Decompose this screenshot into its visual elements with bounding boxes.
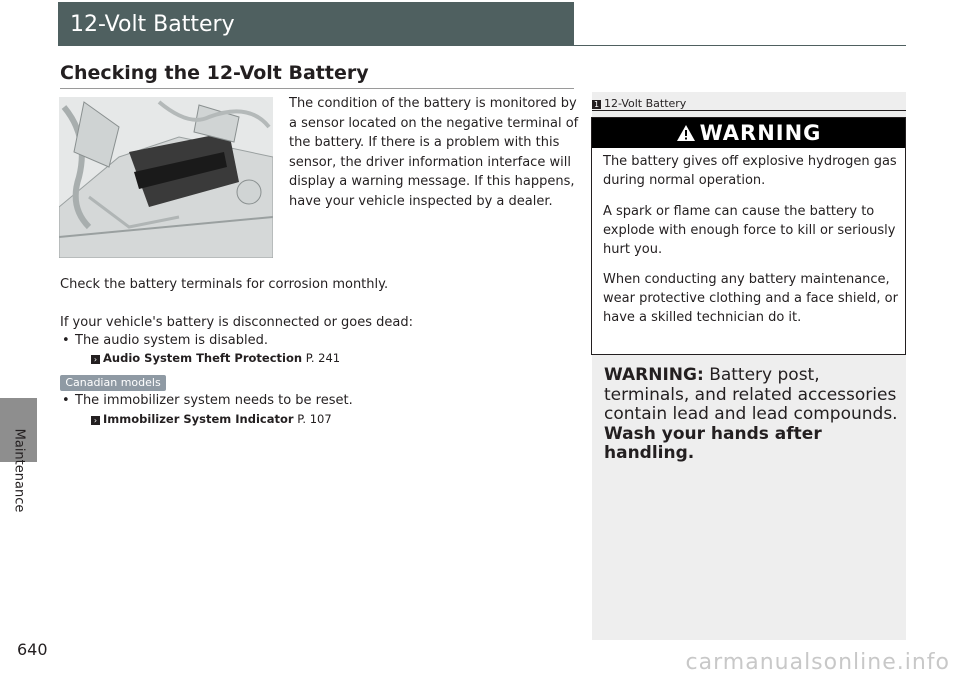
arrow-right-icon: › [91,416,100,425]
check-terminals-text: Check the battery terminals for corrosion monthly. [60,277,389,292]
bullet-marker-2: • [62,393,70,408]
note-header: 1 12-Volt Battery [593,97,687,110]
page-number: 640 [17,640,48,659]
watermark: carmanualsonline.info [685,650,950,675]
page-title-bar [58,2,574,46]
lead-warning-lead: WARNING: [604,365,704,385]
note-ref-number: 1 [593,100,600,109]
intro-paragraph: The condition of the battery is monitored by a sensor located on the negative terminal of the battery. If there is a problem with this sensor, the driver information interface will display a warning message. If this happens, have your vehicle inspected by a dealer. [289,96,579,209]
section-rule [60,88,574,89]
bullet-audio-disabled: The audio system is disabled. [75,333,268,348]
warning-paragraph-3: When conducting any battery maintenance, wear protective clothing and a face shield, or have a skilled technician do it. [603,272,898,325]
warning-paragraph-1: The battery gives off explosive hydrogen gas during normal operation. [603,154,897,188]
side-tab-label: Maintenance [11,428,27,512]
warning-header [592,118,905,148]
bullet-immobilizer-reset: The immobilizer system needs to be reset. [75,393,353,408]
battery-illustration [59,97,273,258]
xref-audio-theft[interactable]: › Audio System Theft Protection P. 241 [91,351,340,365]
disconnect-text: If your vehicle's battery is disconnected or goes dead: [60,315,414,330]
warning-paragraph-2: A spark or flame can cause the battery to explode with enough force to kill or seriously hurt you. [603,204,896,257]
lead-warning-label [604,366,904,464]
bullet-marker-1: • [62,333,70,348]
lead-warning-text: Battery post, terminals, and related accessories contain lead and lead compounds. [604,365,898,424]
canadian-models-badge: Canadian models [60,375,166,391]
warning-triangle-icon [676,124,696,142]
xref-immobilizer-indicator[interactable]: › Immobilizer System Indicator P. 107 [91,412,332,426]
warning-label: WARNING [699,121,822,145]
warning-box [591,117,906,355]
lead-warning-emphasis: Wash your hands after handling. [604,423,822,463]
page-title: 12-Volt Battery [70,11,235,37]
title-rule [574,45,906,46]
note-rule [592,110,906,111]
arrow-right-icon: › [91,355,100,364]
section-heading: Checking the 12-Volt Battery [60,62,369,84]
